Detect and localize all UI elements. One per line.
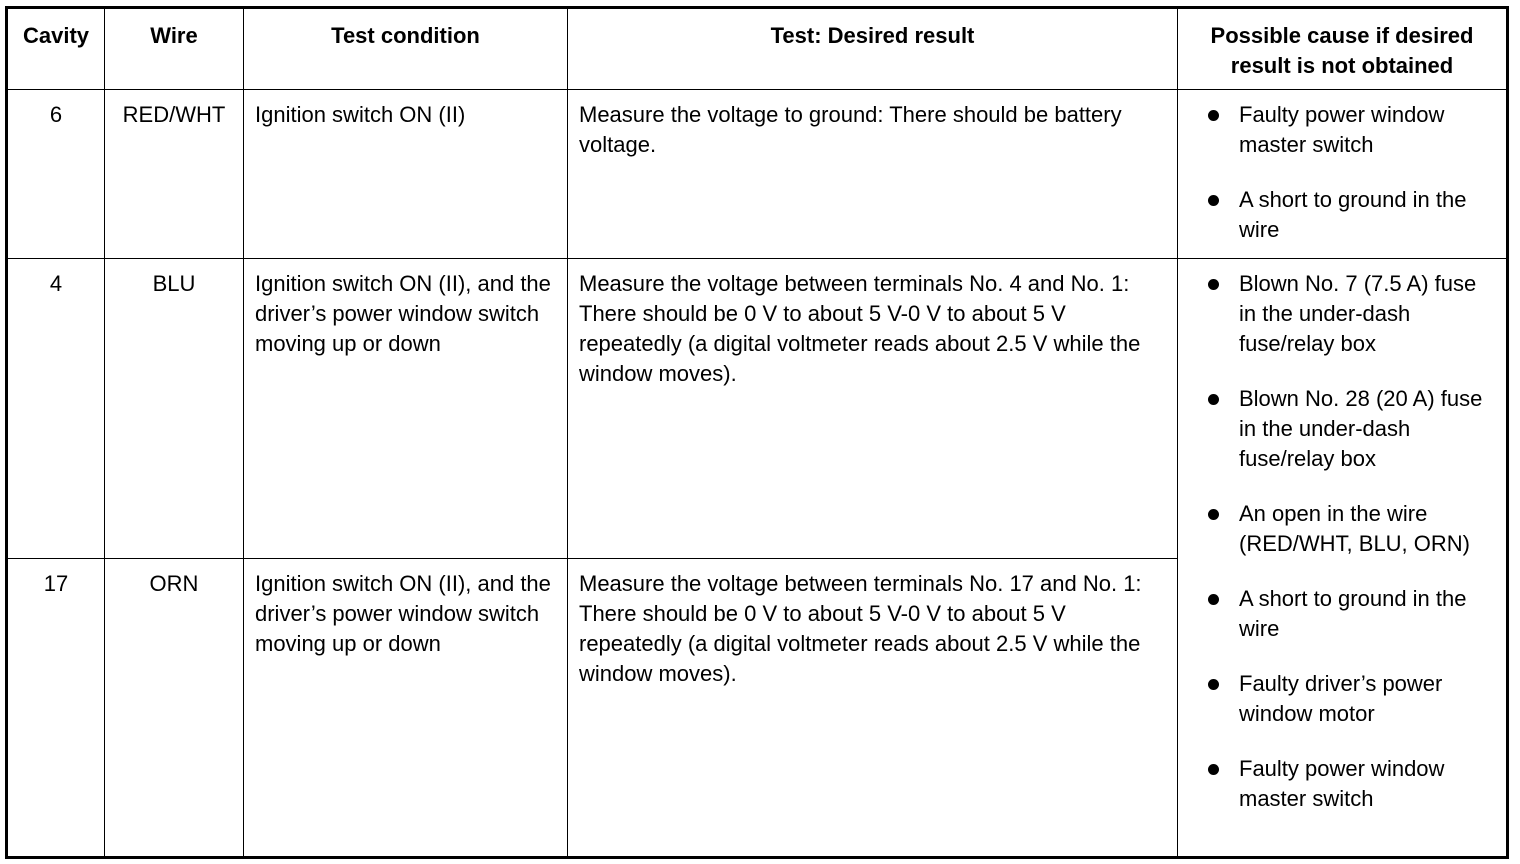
cause-item: Faulty power window master switch	[1189, 100, 1495, 160]
wire-cell: ORN	[105, 559, 244, 858]
cause-item: A short to ground in the wire	[1189, 185, 1495, 245]
condition-cell: Ignition switch ON (II)	[244, 90, 568, 259]
header-possible-cause: Possible cause if desired result is not obtained	[1178, 8, 1508, 90]
header-cavity: Cavity	[7, 8, 105, 90]
condition-cell: Ignition switch ON (II), and the driver’s power window switch moving up or down	[244, 259, 568, 559]
cause-item: Faulty driver’s power window motor	[1189, 669, 1495, 729]
test-table	[5, 6, 1509, 859]
table-row	[7, 259, 1508, 559]
cause-cell	[1178, 90, 1508, 259]
result-cell: Measure the voltage to ground: There should be battery voltage.	[568, 90, 1178, 259]
wire-cell: BLU	[105, 259, 244, 559]
cavity-cell: 4	[7, 259, 105, 559]
result-cell: Measure the voltage between terminals No. 17 and No. 1: There should be 0 V to about 5 V-0 V to about 5 V repeatedly (a digital voltmeter reads about 2.5 V while the window moves).	[568, 559, 1178, 858]
shared-cause-cell	[1178, 259, 1508, 858]
header-desired-result: Test: Desired result	[568, 8, 1178, 90]
header-wire: Wire	[105, 8, 244, 90]
cause-item: An open in the wire (RED/WHT, BLU, ORN)	[1189, 499, 1495, 559]
cause-item: A short to ground in the wire	[1189, 584, 1495, 644]
cause-item: Blown No. 28 (20 A) fuse in the under-dash fuse/relay box	[1189, 384, 1495, 474]
result-cell: Measure the voltage between terminals No. 4 and No. 1: There should be 0 V to about 5 V-0 V to about 5 V repeatedly (a digital voltmeter reads about 2.5 V while the window moves).	[568, 259, 1178, 559]
condition-cell: Ignition switch ON (II), and the driver’s power window switch moving up or down	[244, 559, 568, 858]
table-row	[7, 90, 1508, 259]
header-row	[7, 8, 1508, 90]
wire-cell: RED/WHT	[105, 90, 244, 259]
cavity-cell: 17	[7, 559, 105, 858]
cause-item: Faulty power window master switch	[1189, 754, 1495, 814]
cavity-cell: 6	[7, 90, 105, 259]
cause-item: Blown No. 7 (7.5 A) fuse in the under-dash fuse/relay box	[1189, 269, 1495, 359]
header-test-condition: Test condition	[244, 8, 568, 90]
